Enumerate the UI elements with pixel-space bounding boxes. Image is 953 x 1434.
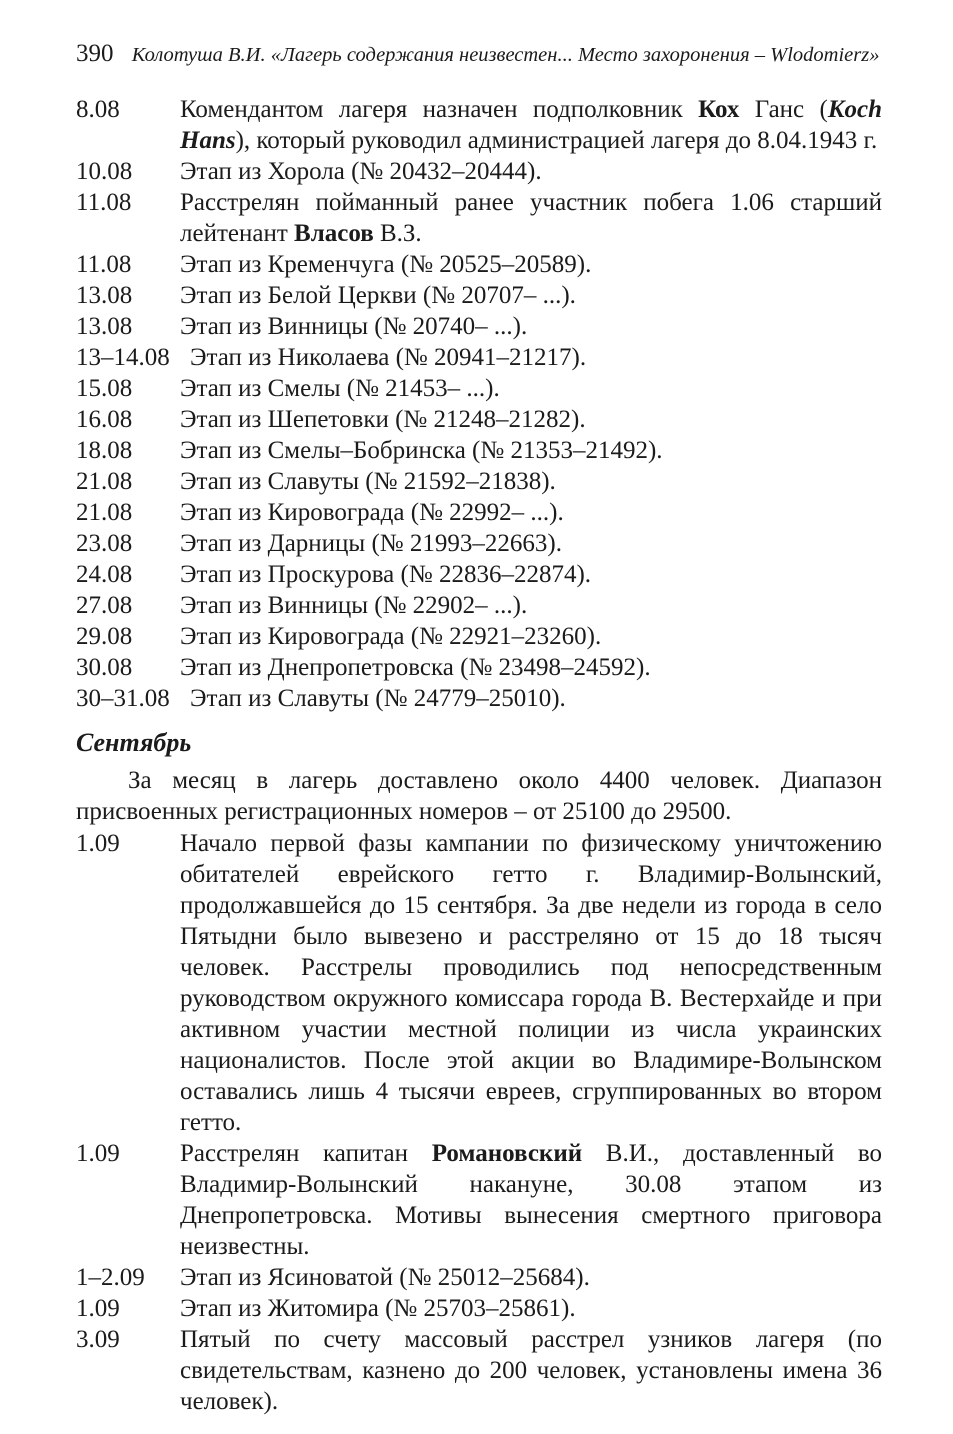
entry-text: Этап из Винницы (№ 22902– ...). [180,592,528,619]
entry-text: Этап из Славуты (№ 24779–25010). [190,685,566,712]
entry-date: 21.08 [76,499,133,526]
entry-text: Этап из Белой Церкви (№ 20707– ...). [180,282,576,309]
entry-text: Этап из Дарницы (№ 21993–22663). [180,530,562,557]
page-header [76,40,886,69]
chronology-entry [76,466,882,497]
entry-text-part: В.З. [373,220,422,247]
entry-date: 16.08 [76,406,133,433]
entry-text: Пятый по счету массовый расстрел узников лагеря (по свидетельствам, казнено до 200 человек, установлены имена 36 человек). [180,1326,882,1415]
entry-date: 30–31.08 [76,685,170,712]
person-name: Власов [294,220,374,247]
entry-date: 3.09 [76,1326,120,1353]
chronology-entry [76,652,882,683]
september-chronology [76,828,882,1417]
chronology-entry [76,559,882,590]
entry-date: 13.08 [76,282,133,309]
entry-text: Этап из Николаева (№ 20941–21217). [190,344,587,371]
august-chronology [76,94,882,714]
chronology-entry [76,590,882,621]
chronology-entry [76,1138,882,1262]
entry-text-part: Ганс ( [739,96,828,123]
chronology-entry [76,187,882,249]
chronology-entry [76,435,882,466]
entry-date: 8.08 [76,96,120,123]
entry-date: 30.08 [76,654,133,681]
entry-date: 23.08 [76,530,133,557]
entry-date: 1.09 [76,830,120,857]
page-number: 390 [76,40,114,67]
entry-text: Этап из Кировограда (№ 22992– ...). [180,499,564,526]
entry-text: Этап из Смелы (№ 21453– ...). [180,375,500,402]
chronology-entry [76,621,882,652]
entry-date: 11.08 [76,251,132,278]
chronology-entry [76,528,882,559]
entry-text: Этап из Житомира (№ 25703–25861). [180,1295,576,1322]
entry-text: Этап из Шепетовки (№ 21248–21282). [180,406,586,433]
entry-date: 10.08 [76,158,133,185]
entry-text-part: В.И., доставленный во Владимир-Волынский накануне, 30.08 этапом из Днепропетровска. Мотивы вынесения смертного приговора неизвестны. [180,1140,882,1260]
entry-date: 18.08 [76,437,133,464]
person-name-latin: Koch Hans [180,96,882,154]
entry-text-part: ), который руководил администрацией лагеря до 8.04.1943 г. [235,127,878,154]
chronology-entry [76,156,882,187]
entry-text [180,94,882,156]
chronology-entry [76,404,882,435]
chronology-entry [76,280,882,311]
chronology-entry [76,311,882,342]
entry-text-part: Расстрелян капитан [180,1140,432,1167]
entry-text: Этап из Славуты (№ 21592–21838). [180,468,556,495]
entry-text-part: Комендантом лагеря назначен подполковник [180,96,699,123]
entry-text: Этап из Хорола (№ 20432–20444). [180,158,542,185]
entry-text-part: Расстрелян пойманный ранее участник побега 1.06 старший лейтенант [180,189,882,247]
running-title: Колотуша В.И. «Лагерь содержания неизвестен... Место захоронения – Wlodomierz» [131,44,880,66]
entry-date: 24.08 [76,561,133,588]
entry-text: Этап из Проскурова (№ 22836–22874). [180,561,592,588]
entry-text: Этап из Ясиноватой (№ 25012–25684). [180,1264,590,1291]
chronology-entry [76,1262,882,1293]
entry-text: Этап из Винницы (№ 20740– ...). [180,313,528,340]
entry-date: 21.08 [76,468,133,495]
entry-date: 27.08 [76,592,133,619]
entry-text: Этап из Смелы–Бобринска (№ 21353–21492). [180,437,663,464]
chronology-entry [76,497,882,528]
chronology-entry [76,373,882,404]
entry-date: 13–14.08 [76,344,170,371]
person-name: Кох [698,96,740,123]
section-heading: Сентябрь [76,728,192,757]
entry-text: Начало первой фазы кампании по физическому уничтожению обитателей еврейского гетто г. Владимир-Волынский, продолжавшейся до 15 сентября. За две недели из города в село Пятыдни было вывезено и расстреляно от 15 до 18 тысяч человек. Расстрелы проводились под непосредственным руководством окружного комиссара города В. Вестерхайде и при активном участии местной полиции из числа украинских националистов. После этой акции во Владимире-Волынском оставались лишь 4 тысячи евреев, сгруппированных во втором гетто. [180,830,882,1136]
entry-date: 15.08 [76,375,133,402]
chronology-entry [76,828,882,1138]
entry-text: Этап из Днепропетровска (№ 23498–24592). [180,654,651,681]
entry-date: 1–2.09 [76,1264,145,1291]
entry-date: 13.08 [76,313,133,340]
chronology-entry [76,683,882,714]
entry-date: 11.08 [76,189,132,216]
entry-text [180,1138,882,1262]
chronology-entry [76,1293,882,1324]
entry-date: 1.09 [76,1295,120,1322]
section-intro: За месяц в лагерь доставлено около 4400 человек. Диапазон присвоенных регистрационных номеров – от 25100 до 29500. [76,767,882,825]
chronology-entry [76,249,882,280]
entry-text [180,187,882,249]
entry-text: Этап из Кременчуга (№ 20525–20589). [180,251,592,278]
entry-date: 1.09 [76,1140,120,1167]
chronology-entry [76,94,882,156]
person-name: Романовский [431,1140,583,1167]
entry-text: Этап из Кировограда (№ 22921–23260). [180,623,602,650]
chronology-entry [76,1324,882,1417]
chronology-entry [76,342,882,373]
entry-date: 29.08 [76,623,133,650]
